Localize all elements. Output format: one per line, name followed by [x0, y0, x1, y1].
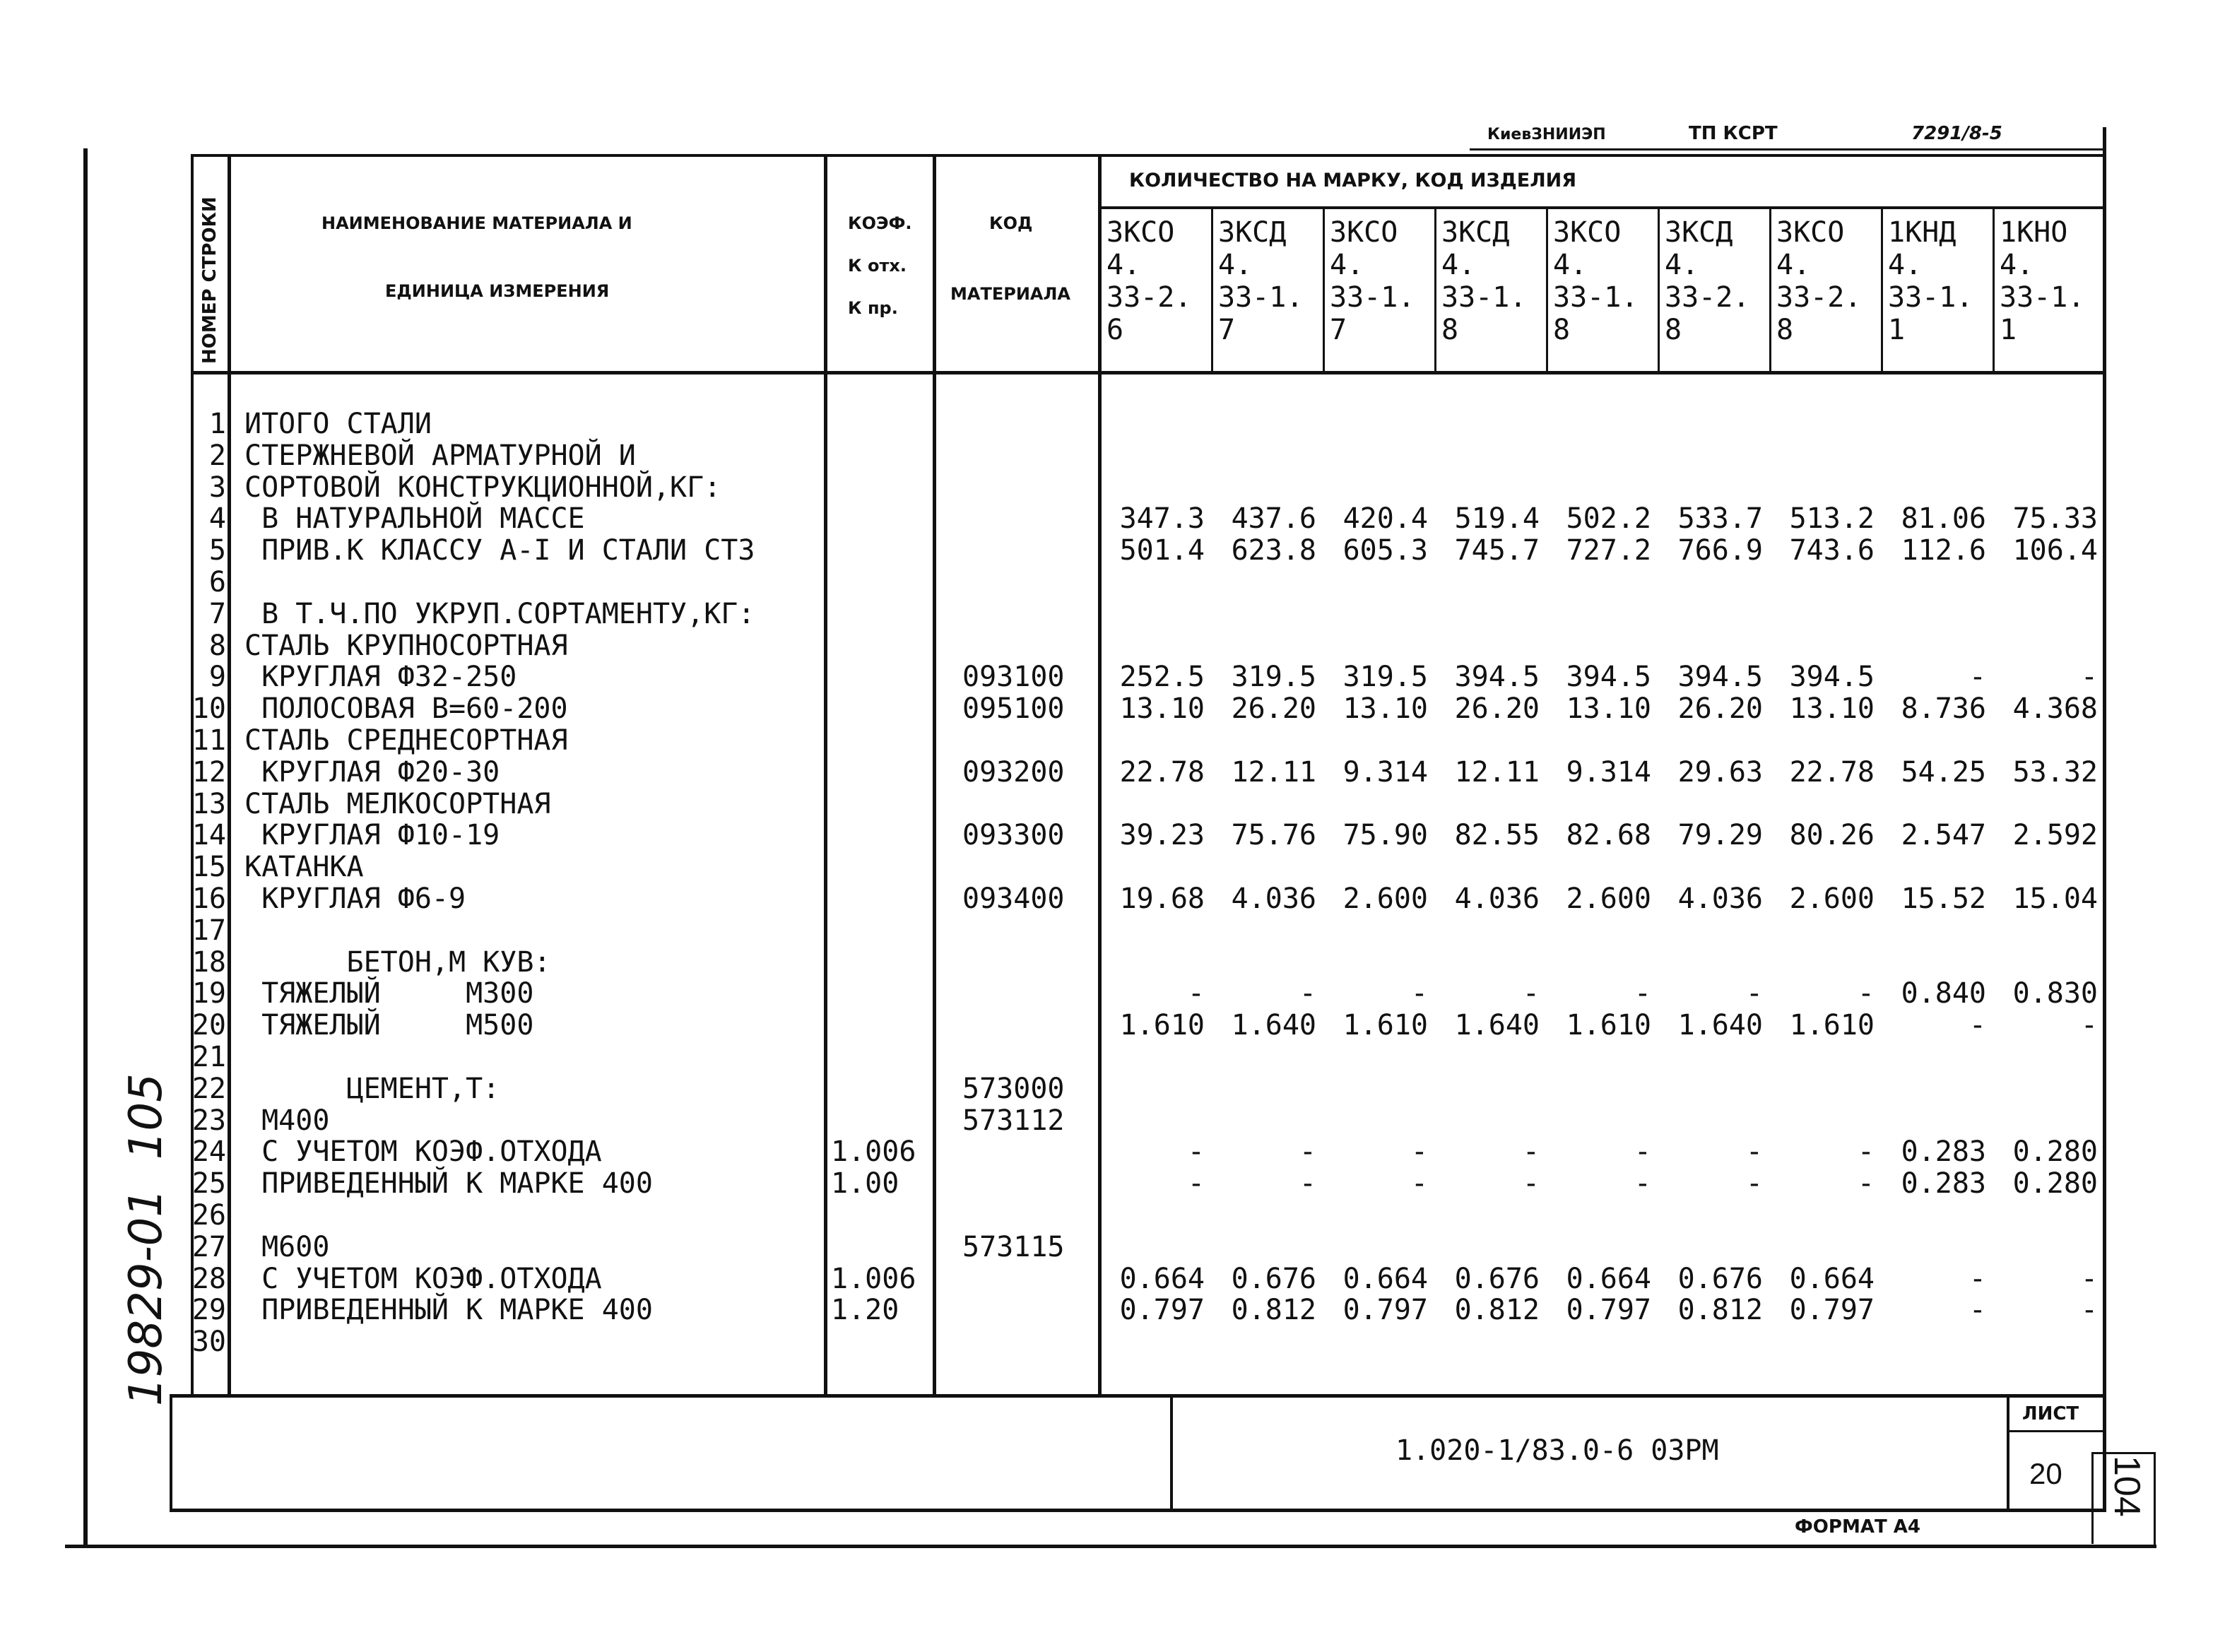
table-row: [0, 947, 2237, 979]
brand-header-line: 1КНО: [2000, 216, 2068, 249]
quantity-value: 2.547: [1901, 819, 1986, 852]
quantity-value: 0.664: [1119, 1262, 1205, 1295]
quantity-value: -: [1634, 1167, 1651, 1200]
document-designation: 1.020-1/83.0-6 03РМ: [1395, 1434, 1719, 1467]
quantity-value: -: [1299, 1135, 1316, 1169]
quantity-value: 394.5: [1566, 661, 1651, 694]
material-code: 573115: [962, 1230, 1065, 1263]
row-number: 23: [191, 1104, 226, 1137]
header-bottom-line: [191, 371, 2106, 374]
material-name: КАТАНКА: [244, 851, 364, 884]
material-name: С УЧЕТОМ КОЭФ.ОТХОДА: [244, 1262, 602, 1295]
quantity-value: 1.610: [1789, 1009, 1875, 1042]
bottom-margin-line: [65, 1545, 2156, 1548]
brand-header-line: 1: [2000, 314, 2017, 346]
quantity-value: 13.10: [1789, 692, 1875, 726]
quantity-value: 519.4: [1454, 502, 1540, 536]
quantity-value: -: [1299, 977, 1316, 1010]
brand-sep-6: [1769, 208, 1771, 373]
stamp-project: ТП КСРТ: [1689, 123, 1778, 144]
table-row: [0, 1232, 2237, 1263]
brand-header-line: 33-1.: [1553, 281, 1639, 314]
material-name: ПОЛОСОВАЯ В=60-200: [244, 692, 568, 726]
quantity-value: 4.036: [1231, 883, 1316, 915]
quantity-value: 0.283: [1901, 1135, 1986, 1169]
page-side-number: 104: [2106, 1456, 2147, 1517]
table-row: [0, 820, 2237, 851]
table-row: [0, 1073, 2237, 1105]
quantity-value: 605.3: [1342, 534, 1428, 567]
margin-inventory-number: 19829-01 105: [120, 1073, 172, 1406]
quantity-value: 0.797: [1566, 1294, 1651, 1327]
quantity-value: 319.5: [1231, 661, 1316, 694]
brand-header-line: 4.: [2000, 249, 2034, 281]
quantity-value: -: [1522, 1167, 1540, 1200]
brand-header-line: 7: [1330, 314, 1347, 346]
quantity-value: -: [2080, 1009, 2098, 1042]
row-number: 5: [208, 534, 226, 567]
material-name: КРУГЛАЯ Ф20-30: [244, 755, 500, 789]
quantity-value: 82.55: [1454, 819, 1540, 852]
quantity-value: 0.676: [1677, 1262, 1763, 1295]
quantity-value: 75.90: [1342, 819, 1428, 852]
quantity-value: -: [1634, 1135, 1651, 1169]
quantity-value: -: [1187, 977, 1205, 1010]
brand-sep-8: [1993, 208, 1995, 373]
table-top-line: [191, 154, 2106, 157]
material-name: БЕТОН,М КУВ:: [244, 945, 551, 979]
brand-header-line: 1КНД: [1888, 216, 1956, 249]
quantity-value: 513.2: [1789, 502, 1875, 536]
material-code: 093100: [962, 661, 1065, 694]
quantity-value: 623.8: [1231, 534, 1316, 567]
quantity-value: -: [1522, 977, 1540, 1010]
quantity-value: 2.600: [1342, 883, 1428, 915]
material-name: ЦЕМЕНТ,Т:: [244, 1072, 500, 1105]
material-name: КРУГЛАЯ Ф10-19: [244, 819, 500, 852]
quantity-value: 1.640: [1231, 1009, 1316, 1042]
quantity-value: 106.4: [2012, 534, 2098, 567]
quantity-value: 501.4: [1119, 534, 1205, 567]
material-name: СОРТОВОЙ КОНСТРУКЦИОННОЙ,КГ:: [244, 471, 721, 504]
table-row: [0, 1105, 2237, 1137]
quantity-value: 15.52: [1901, 883, 1986, 915]
brand-header-line: 4.: [1888, 249, 1923, 281]
brand-sep-1: [1211, 208, 1213, 373]
table-row: [0, 978, 2237, 1010]
brand-header-line: 33-1.: [2000, 281, 2085, 314]
material-name: ИТОГО СТАЛИ: [244, 408, 432, 440]
material-code: 093200: [962, 755, 1065, 789]
quantity-value: 0.676: [1231, 1262, 1316, 1295]
header-quantity-title: КОЛИЧЕСТВО НА МАРКУ, КОД ИЗДЕЛИЯ: [1129, 170, 1577, 191]
quantity-value: 0.283: [1901, 1167, 1986, 1200]
header-row-number: НОМЕР СТРОКИ: [199, 196, 220, 364]
material-name: ПРИВ.К КЛАССУ А-I И СТАЛИ СТ3: [244, 534, 755, 567]
row-number: 3: [208, 471, 226, 504]
side-number-box-top: [2091, 1452, 2155, 1454]
brand-header-line: 7: [1218, 314, 1236, 346]
quantity-value: 4.368: [2012, 692, 2098, 726]
material-name: КРУГЛАЯ Ф6-9: [244, 883, 466, 915]
table-row: [0, 567, 2237, 598]
row-number: 13: [191, 787, 226, 820]
brand-header-line: 6: [1106, 314, 1124, 346]
quantity-value: 0.830: [2012, 977, 2098, 1010]
material-name: СТЕРЖНЕВОЙ АРМАТУРНОЙ И: [244, 439, 636, 472]
quantity-value: -: [1634, 977, 1651, 1010]
quantity-value: 1.640: [1454, 1009, 1540, 1042]
brand-header-line: 33-2.: [1665, 281, 1750, 314]
brand-header-line: 8: [1665, 314, 1682, 346]
row-number: 30: [191, 1326, 226, 1359]
side-number-box-left: [2091, 1452, 2094, 1544]
quantity-value: 4.036: [1454, 883, 1540, 915]
brand-header-line: 3КСД: [1441, 216, 1510, 249]
brand-sep-7: [1881, 208, 1883, 373]
quantity-value: 319.5: [1342, 661, 1428, 694]
brand-header-line: 33-1.: [1441, 281, 1527, 314]
table-row: [0, 503, 2237, 535]
brand-header-line: 4.: [1106, 249, 1141, 281]
quantity-value: 1.640: [1677, 1009, 1763, 1042]
table-row: [0, 1042, 2237, 1073]
quantity-title-line: [1100, 206, 2105, 209]
title-block-sep-2: [2007, 1396, 2009, 1510]
quantity-value: -: [1187, 1167, 1205, 1200]
table-row: [0, 1168, 2237, 1200]
quantity-value: 394.5: [1789, 661, 1875, 694]
header-material-line1: НАИМЕНОВАНИЕ МАТЕРИАЛА И: [321, 213, 632, 233]
table-row: [0, 1263, 2237, 1295]
quantity-value: 252.5: [1119, 661, 1205, 694]
row-number: 22: [191, 1072, 226, 1105]
quantity-value: 0.797: [1342, 1294, 1428, 1327]
table-row: [0, 535, 2237, 567]
format-label: ФОРМАТ А4: [1795, 1516, 1920, 1538]
material-name: СТАЛЬ МЕЛКОСОРТНАЯ: [244, 787, 551, 820]
quantity-value: 26.20: [1231, 692, 1316, 726]
row-number: 11: [191, 724, 226, 757]
quantity-value: 26.20: [1677, 692, 1763, 726]
quantity-value: -: [1857, 977, 1875, 1010]
table-row: [0, 1294, 2237, 1326]
quantity-value: 12.11: [1454, 755, 1540, 789]
quantity-value: 2.600: [1789, 883, 1875, 915]
row-number: 7: [208, 597, 226, 630]
table-row: [0, 915, 2237, 947]
quantity-value: 13.10: [1342, 692, 1428, 726]
sheet-label-line: [2008, 1430, 2104, 1432]
quantity-value: 13.10: [1119, 692, 1205, 726]
row-number: 29: [191, 1294, 226, 1327]
coefficient-value: 1.20: [831, 1294, 899, 1327]
row-number: 16: [191, 883, 226, 915]
quantity-value: 1.610: [1119, 1009, 1205, 1042]
quantity-value: 112.6: [1901, 534, 1986, 567]
coefficient-value: 1.006: [831, 1262, 916, 1295]
brand-header-line: 3КСО: [1776, 216, 1845, 249]
quantity-value: 79.29: [1677, 819, 1763, 852]
table-row: [0, 630, 2237, 662]
quantity-value: 0.812: [1231, 1294, 1316, 1327]
brand-header-line: 4.: [1218, 249, 1253, 281]
quantity-value: 502.2: [1566, 502, 1651, 536]
quantity-value: 0.280: [2012, 1135, 2098, 1169]
material-code: 573000: [962, 1072, 1065, 1105]
table-row: [0, 661, 2237, 693]
quantity-value: 75.76: [1231, 819, 1316, 852]
row-number: 14: [191, 819, 226, 852]
quantity-value: 22.78: [1119, 755, 1205, 789]
title-block-bottom: [170, 1509, 2106, 1512]
row-number: 2: [208, 439, 226, 472]
brand-sep-3: [1434, 208, 1436, 373]
quantity-value: -: [1857, 1167, 1875, 1200]
quantity-value: -: [1745, 1135, 1763, 1169]
material-name: ПРИВЕДЕННЫЙ К МАРКЕ 400: [244, 1294, 653, 1327]
quantity-value: 80.26: [1789, 819, 1875, 852]
row-number: 25: [191, 1167, 226, 1200]
quantity-value: -: [1410, 977, 1428, 1010]
brand-header-line: 4.: [1441, 249, 1476, 281]
quantity-value: -: [1969, 1294, 1986, 1327]
table-row: [0, 851, 2237, 883]
material-name: КРУГЛАЯ Ф32-250: [244, 661, 517, 694]
material-name: ТЯЖЕЛЫЙ М500: [244, 1009, 534, 1042]
brand-header-line: 3КСД: [1665, 216, 1733, 249]
quantity-value: 394.5: [1454, 661, 1540, 694]
header-coef-line1: КОЭФ.: [848, 213, 912, 233]
brand-header-line: 3КСД: [1218, 216, 1287, 249]
quantity-value: 0.840: [1901, 977, 1986, 1010]
row-number: 20: [191, 1009, 226, 1042]
quantity-value: -: [1857, 1135, 1875, 1169]
quantity-value: 9.314: [1566, 755, 1651, 789]
table-row: [0, 789, 2237, 820]
brand-sep-5: [1658, 208, 1660, 373]
quantity-value: -: [1969, 661, 1986, 694]
quantity-value: -: [1299, 1167, 1316, 1200]
row-number: 8: [208, 629, 226, 662]
quantity-value: 81.06: [1901, 502, 1986, 536]
quantity-value: 437.6: [1231, 502, 1316, 536]
quantity-value: 727.2: [1566, 534, 1651, 567]
brand-header-line: 3КСО: [1553, 216, 1622, 249]
material-name: М400: [244, 1104, 330, 1137]
quantity-value: 1.610: [1342, 1009, 1428, 1042]
table-row: [0, 598, 2237, 630]
table-row: [0, 440, 2237, 472]
quantity-value: 0.812: [1677, 1294, 1763, 1327]
quantity-value: 766.9: [1677, 534, 1763, 567]
material-name: В НАТУРАЛЬНОЙ МАССЕ: [244, 502, 585, 536]
quantity-value: 22.78: [1789, 755, 1875, 789]
quantity-value: 347.3: [1119, 502, 1205, 536]
brand-header-line: 8: [1776, 314, 1794, 346]
row-number: 12: [191, 755, 226, 789]
quantity-value: 745.7: [1454, 534, 1540, 567]
row-number: 28: [191, 1262, 226, 1295]
quantity-value: -: [1969, 1262, 1986, 1295]
quantity-value: 82.68: [1566, 819, 1651, 852]
material-name: В Т.Ч.ПО УКРУП.СОРТАМЕНТУ,КГ:: [244, 597, 755, 630]
quantity-value: 0.664: [1566, 1262, 1651, 1295]
coefficient-value: 1.006: [831, 1135, 916, 1169]
material-name: СТАЛЬ СРЕДНЕСОРТНАЯ: [244, 724, 568, 757]
brand-header-line: 33-1.: [1888, 281, 1973, 314]
row-number: 21: [191, 1041, 226, 1073]
brand-header-line: 1: [1888, 314, 1906, 346]
row-number: 4: [208, 502, 226, 536]
quantity-value: 75.33: [2012, 502, 2098, 536]
quantity-value: 533.7: [1677, 502, 1763, 536]
header-coef-line2: К отх.: [848, 256, 907, 276]
brand-header-line: 4.: [1776, 249, 1811, 281]
quantity-value: 19.68: [1119, 883, 1205, 915]
header-code-line1: КОД: [989, 213, 1033, 233]
row-number: 15: [191, 851, 226, 884]
material-name: СТАЛЬ КРУПНОСОРТНАЯ: [244, 629, 568, 662]
quantity-value: 13.10: [1566, 692, 1651, 726]
title-block-left: [170, 1394, 172, 1511]
quantity-value: 743.6: [1789, 534, 1875, 567]
brand-header-line: 4.: [1330, 249, 1364, 281]
quantity-value: -: [2080, 661, 2098, 694]
material-name: ПРИВЕДЕННЫЙ К МАРКЕ 400: [244, 1167, 653, 1200]
brand-header-line: 8: [1553, 314, 1571, 346]
table-row: [0, 408, 2237, 440]
brand-sep-4: [1546, 208, 1548, 373]
quantity-value: 0.797: [1789, 1294, 1875, 1327]
material-code: 573112: [962, 1104, 1065, 1137]
brand-header-line: 3КСО: [1106, 216, 1175, 249]
quantity-value: -: [1410, 1167, 1428, 1200]
row-number: 10: [191, 692, 226, 726]
quantity-value: 54.25: [1901, 755, 1986, 789]
material-name: М600: [244, 1230, 330, 1263]
quantity-value: -: [1187, 1135, 1205, 1169]
table-bottom-line: [170, 1394, 2106, 1398]
table-row: [0, 1200, 2237, 1232]
brand-header-line: 3КСО: [1330, 216, 1398, 249]
row-number: 17: [191, 914, 226, 947]
material-code: 093300: [962, 819, 1065, 852]
brand-header-line: 33-1.: [1330, 281, 1415, 314]
quantity-value: -: [1969, 1009, 1986, 1042]
material-code: 095100: [962, 692, 1065, 726]
material-name: ТЯЖЕЛЫЙ М300: [244, 977, 534, 1010]
quantity-value: 29.63: [1677, 755, 1763, 789]
quantity-value: -: [1522, 1135, 1540, 1169]
coefficient-value: 1.00: [831, 1167, 899, 1200]
quantity-value: 0.812: [1454, 1294, 1540, 1327]
quantity-value: 39.23: [1119, 819, 1205, 852]
quantity-value: 12.11: [1231, 755, 1316, 789]
quantity-value: 0.664: [1789, 1262, 1875, 1295]
quantity-value: 394.5: [1677, 661, 1763, 694]
quantity-value: -: [1410, 1135, 1428, 1169]
brand-header-line: 8: [1441, 314, 1459, 346]
material-code: 093400: [962, 883, 1065, 915]
quantity-value: 420.4: [1342, 502, 1428, 536]
quantity-value: 0.676: [1454, 1262, 1540, 1295]
quantity-value: 2.592: [2012, 819, 2098, 852]
quantity-value: -: [1745, 1167, 1763, 1200]
side-number-box-right: [2154, 1452, 2156, 1546]
header-code-line2: МАТЕРИАЛА: [950, 284, 1070, 304]
brand-header-line: 33-1.: [1218, 281, 1304, 314]
header-coef-line3: К пр.: [848, 298, 898, 318]
stamp-line: [1470, 148, 2106, 151]
sheet-number: 20: [2029, 1457, 2062, 1490]
row-number: 26: [191, 1199, 226, 1232]
quantity-value: 26.20: [1454, 692, 1540, 726]
stamp-institute: КиевЗНИИЭП: [1487, 126, 1606, 143]
brand-header-line: 4.: [1553, 249, 1588, 281]
quantity-value: -: [2080, 1294, 2098, 1327]
quantity-value: -: [2080, 1262, 2098, 1295]
row-number: 1: [208, 408, 226, 440]
table-row: [0, 693, 2237, 725]
title-block-sep-1: [1170, 1396, 1173, 1510]
header-material-line2: ЕДИНИЦА ИЗМЕРЕНИЯ: [385, 281, 610, 301]
quantity-value: 0.797: [1119, 1294, 1205, 1327]
quantity-value: 2.600: [1566, 883, 1651, 915]
row-number: 18: [191, 945, 226, 979]
table-row: [0, 1010, 2237, 1042]
quantity-value: 53.32: [2012, 755, 2098, 789]
quantity-value: 9.314: [1342, 755, 1428, 789]
table-row: [0, 883, 2237, 915]
brand-header-line: 4.: [1665, 249, 1699, 281]
table-row: [0, 757, 2237, 789]
table-row: [0, 1326, 2237, 1358]
sheet-label: ЛИСТ: [2022, 1403, 2079, 1424]
quantity-value: 0.664: [1342, 1262, 1428, 1295]
brand-header-line: 33-2.: [1776, 281, 1862, 314]
quantity-value: 0.280: [2012, 1167, 2098, 1200]
stamp-number: 7291/8-5: [1911, 123, 2002, 144]
row-number: 6: [208, 566, 226, 598]
table-row: [0, 725, 2237, 757]
quantity-value: 15.04: [2012, 883, 2098, 915]
quantity-value: 1.610: [1566, 1009, 1651, 1042]
row-number: 19: [191, 977, 226, 1010]
row-number: 24: [191, 1135, 226, 1169]
brand-sep-2: [1323, 208, 1325, 373]
quantity-value: 4.036: [1677, 883, 1763, 915]
row-number: 27: [191, 1230, 226, 1263]
brand-header-line: 33-2.: [1106, 281, 1192, 314]
table-row: [0, 472, 2237, 504]
table-row: [0, 1136, 2237, 1168]
material-name: С УЧЕТОМ КОЭФ.ОТХОДА: [244, 1135, 602, 1169]
row-number: 9: [208, 661, 226, 694]
quantity-value: 8.736: [1901, 692, 1986, 726]
quantity-value: -: [1745, 977, 1763, 1010]
